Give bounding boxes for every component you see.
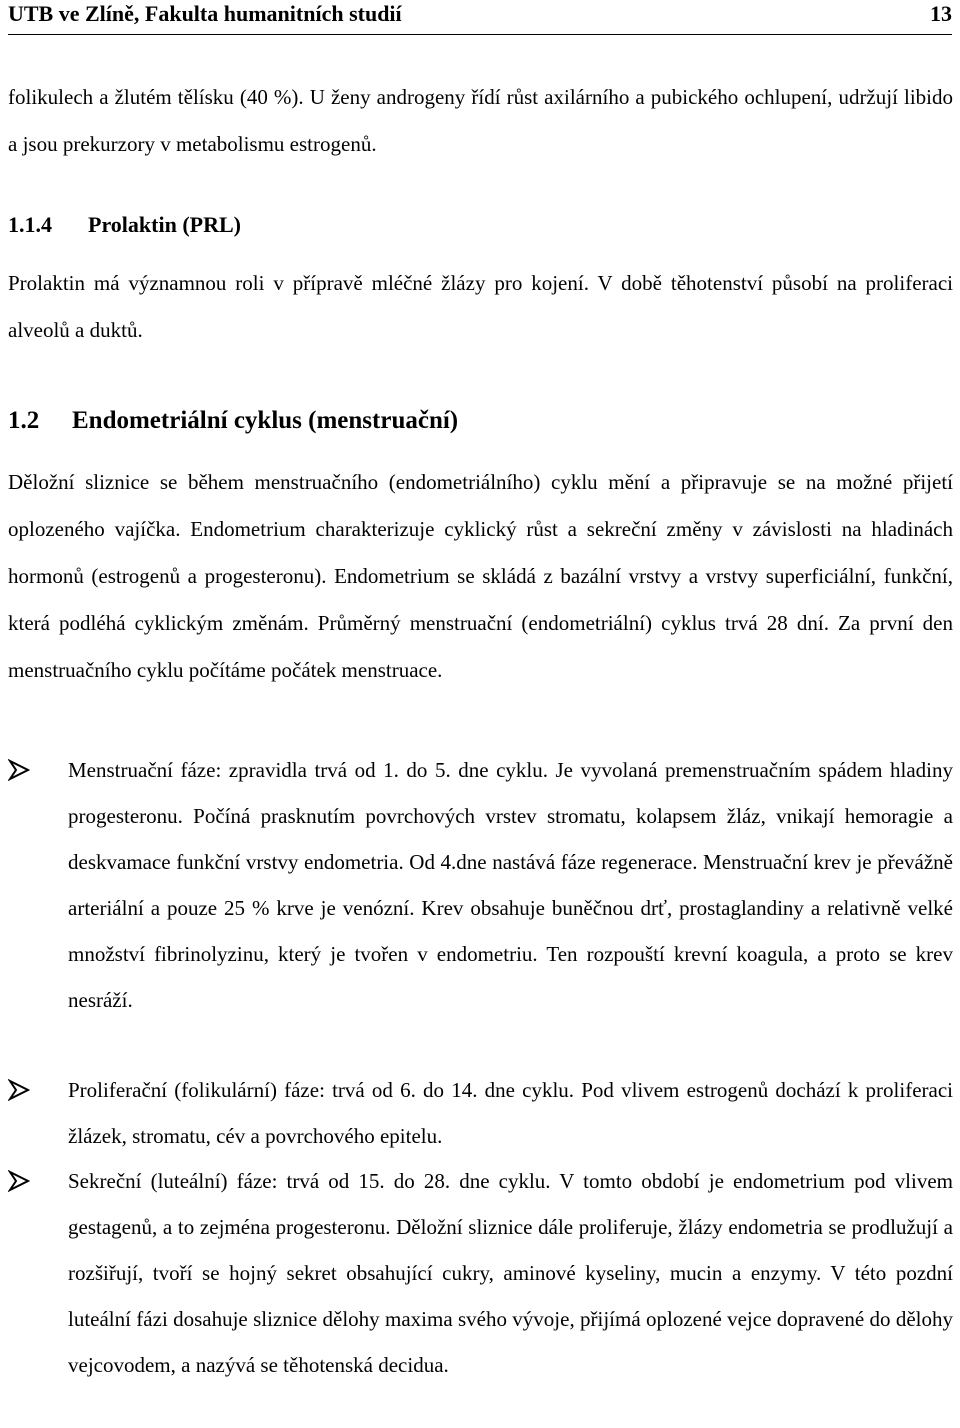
arrow-bullet-icon: [8, 759, 30, 781]
prolaktin-paragraph: Prolaktin má významnou roli v přípravě mléčné žlázy pro kojení. V době těhotenství působí na proliferaci alveolů a duktů.: [8, 271, 953, 342]
list-item: [8, 747, 953, 1023]
page-number: 13: [930, 1, 952, 26]
section-number: 1.1.4: [8, 212, 52, 237]
list-item-text: Menstruační fáze: zpravidla trvá od 1. do 5. dne cyklu. Je vyvolaná premenstruačním spádem hladiny progesteronu. Počíná prasknutím povrchových vrstev stromatu, kolapsem žláz, vnikají hemoragie a deskvamace funkční vrstvy endometria. Od 4.dne nastává fáze regenerace. Menstruační krev je převážně arteriální a pouze 25 % krve je venózní. Krev obsahuje buněčnou drť, prostaglandiny a relativně velké množství fibrinolyzinu, který je tvořen v endometriu. Ten rozpouští krevní koagula, a proto se krev nesráží.: [68, 758, 953, 1012]
header-title: UTB ve Zlíně, Fakulta humanitních studií: [8, 1, 402, 26]
list-item-text: Proliferační (folikulární) fáze: trvá od 6. do 14. dne cyklu. Pod vlivem estrogenů dochází k proliferaci žlázek, stromatu, cév a povrchového epitelu.: [68, 1078, 953, 1148]
list-item: [8, 1067, 953, 1159]
arrow-bullet-icon: [8, 1079, 30, 1101]
running-header: [8, 0, 952, 35]
list-item-text: Sekreční (luteální) fáze: trvá od 15. do 28. dne cyklu. V tomto období je endometrium pod vlivem gestagenů, a to zejména progesteronu. Děložní sliznice dále proliferuje, žlázy endometria se prodlužují a rozšiřují, tvoří se hojný sekret obsahující cukry, aminové kyseliny, mucin a enzymy. V této pozdní luteální fázi dosahuje sliznice dělohy maxima svého vývoje, přijímá oplozené vejce dopravené do dělohy vejcovodem, a nazývá se těhotenská decidua.: [68, 1169, 953, 1377]
section-title: Endometriální cyklus (menstruační): [72, 407, 459, 434]
section-title: Prolaktin (PRL): [88, 212, 241, 237]
section-heading-prolaktin: [8, 210, 241, 240]
intro-paragraph: folikulech a žlutém tělísku (40 %). U ženy androgeny řídí růst axilárního a pubického ochlupení, udržují libido a jsou prekurzory v metabolismu estrogenů.: [8, 85, 953, 156]
list-item: [8, 1158, 953, 1388]
section-heading-endometrialni-cyklus: [8, 405, 458, 437]
endometrium-paragraph: Děložní sliznice se během menstruačního (endometriálního) cyklu mění a připravuje se na možné přijetí oplozeného vajíčka. Endometrium charakterizuje cyklický růst a sekreční změny v závislosti na hladinách hormonů (estrogenů a progesteronu). Endometrium se skládá z bazální vrstvy a vrstvy superficiální, funkční, která podléhá cyklickým změnám. Průměrný menstruační (endometriální) cyklus trvá 28 dní. Za první den menstruačního cyklu počítáme počátek menstruace.: [8, 470, 953, 682]
section-number: 1.2: [8, 407, 40, 434]
arrow-bullet-icon: [8, 1170, 30, 1192]
